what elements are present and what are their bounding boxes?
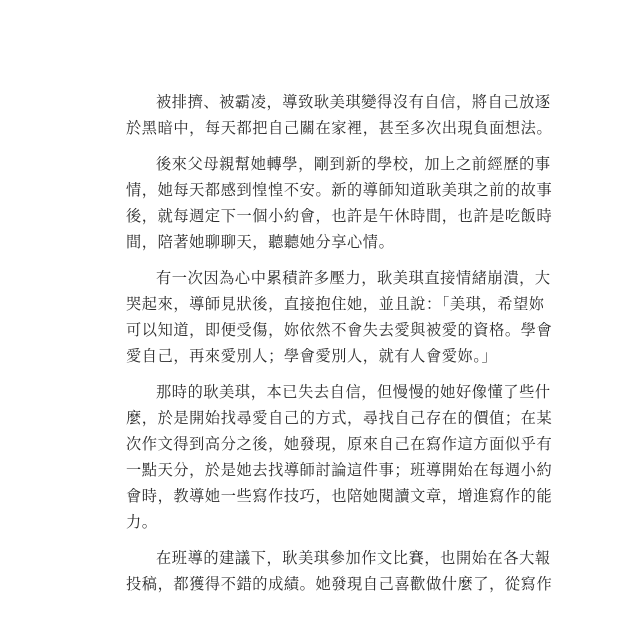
paragraph-line: 會時，教導她一些寫作技巧，也陪她閱讀文章，增進寫作的能 [126, 487, 553, 505]
paragraph-line: 間，陪著她聊聊天，聽聽她分享心情。 [126, 233, 395, 251]
paragraph-line: 於黑暗中，每天都把自己關在家裡，甚至多次出現負面想法。 [126, 119, 553, 137]
paragraph-line: 力。 [126, 513, 158, 531]
paragraph-line: 在班導的建議下，耿美琪參加作文比賽，也開始在各大報 [156, 549, 551, 567]
paragraph-line: 情，她每天都感到惶惶不安。新的導師知道耿美琪之前的故事 [126, 181, 553, 199]
paragraph-line: 後，就每週定下一個小約會，也許是午休時間，也許是吃飯時 [126, 207, 553, 225]
paragraph-line: 次作文得到高分之後，她發現，原來自己在寫作這方面似乎有 [126, 435, 553, 453]
paragraph-line: 哭起來，導師見狀後，直接抱住她，並且說：「美琪，希望妳 [126, 295, 545, 313]
paragraph-line: 被排擠、被霸凌，導致耿美琪變得沒有自信，將自己放逐 [156, 93, 551, 111]
paragraph-3 [126, 265, 553, 369]
paragraph-1 [126, 89, 553, 141]
paragraph-line: 愛自己，再來愛別人；學會愛別人，就有人會愛妳。」 [126, 347, 498, 365]
paragraph-line: 麼，於是開始找尋愛自己的方式，尋找自己存在的價值；在某 [126, 409, 553, 427]
paragraph-5 [126, 545, 553, 597]
paragraph-2 [126, 151, 553, 255]
paragraph-line: 一點天分，於是她去找導師討論這件事；班導開始在每週小約 [126, 461, 553, 479]
paragraph-line: 那時的耿美琪，本已失去自信，但慢慢的她好像懂了些什 [156, 383, 551, 401]
paragraph-line: 有一次因為心中累積許多壓力，耿美琪直接情緒崩潰，大 [156, 269, 551, 287]
paragraph-line: 後來父母親幫她轉學，剛到新的學校，加上之前經歷的事 [156, 155, 551, 173]
paragraph-line: 投稿，都獲得不錯的成績。她發現自己喜歡做什麼了，從寫作 [126, 575, 553, 593]
paragraph-4 [126, 379, 553, 535]
paragraph-line: 可以知道，即便受傷，妳依然不會失去愛與被愛的資格。學會 [126, 321, 553, 339]
body-text [126, 89, 553, 607]
